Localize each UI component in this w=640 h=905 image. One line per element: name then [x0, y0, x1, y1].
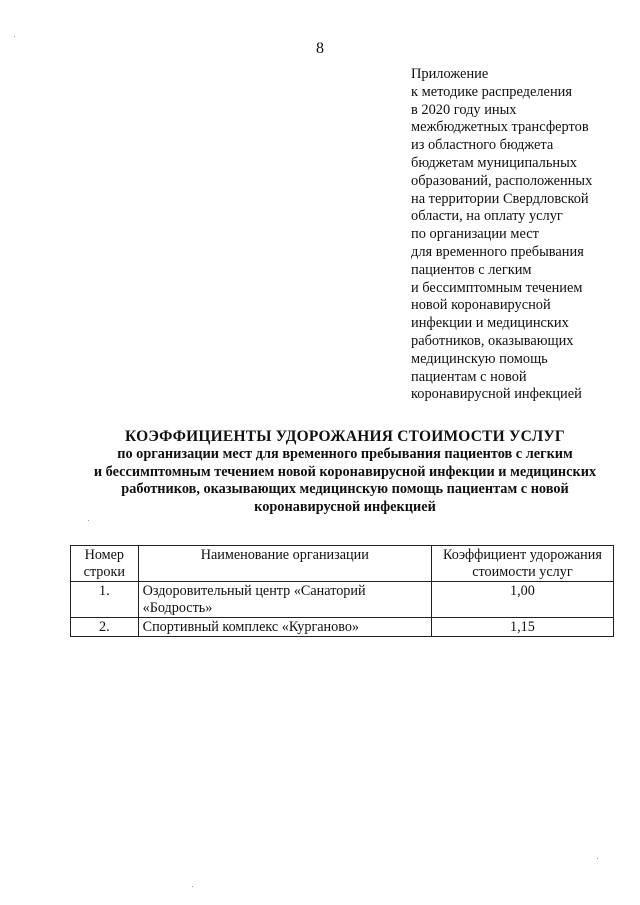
scan-speck: [88, 520, 89, 521]
coefficient-value: 1,00: [431, 582, 613, 618]
appendix-line: Приложение: [411, 66, 489, 82]
appendix-line: работников, оказывающих: [411, 332, 574, 349]
appendix-line: пациентам с новой: [411, 368, 527, 385]
scan-speck: [14, 36, 15, 37]
appendix-line: пациентов с легким: [411, 261, 532, 278]
appendix-line: области, на оплату услуг: [411, 208, 563, 225]
appendix-note: [411, 66, 626, 404]
organization-name: Оздоровительный центр «Санаторий «Бодрость»: [138, 582, 431, 618]
row-number: 2.: [71, 618, 139, 637]
appendix-line: в 2020 году иных: [411, 101, 517, 118]
header-row-number: Номер строки: [71, 546, 139, 582]
appendix-line: медицинскую помощь: [411, 350, 548, 367]
subtitle-line: по организации мест для временного пребывания пациентов с легким: [117, 446, 573, 462]
appendix-line: бюджетам муниципальных: [411, 154, 577, 171]
appendix-line: инфекции и медицинских: [411, 315, 569, 332]
subtitle-line: работников, оказывающих медицинскую помощь пациентам с новой: [121, 481, 569, 498]
appendix-line: из областного бюджета: [411, 137, 554, 154]
subtitle-line: коронавирусной инфекцией: [254, 498, 436, 515]
appendix-line: межбюджетных трансфертов: [411, 119, 589, 136]
subtitle-line: и бессимптомным течением новой коронавирусной инфекции и медицинских: [93, 463, 597, 480]
table-header-row: [71, 546, 614, 582]
appendix-line: коронавирусной инфекцией: [411, 386, 582, 403]
coefficient-value: 1,15: [431, 618, 613, 637]
appendix-line: для временного пребывания: [411, 243, 584, 260]
header-coefficient: Коэффициент удорожания стоимости услуг: [431, 546, 613, 582]
appendix-line: по организации мест: [411, 226, 539, 243]
document-subtitle: [40, 446, 640, 516]
table-row: [71, 582, 614, 618]
appendix-line: образований, расположенных: [411, 172, 593, 189]
appendix-line: к методике распределения: [411, 83, 572, 100]
appendix-line: на территории Свердловской: [411, 190, 589, 207]
coefficients-table: [70, 545, 614, 637]
table-row: [71, 618, 614, 637]
page-number: 8: [316, 40, 324, 57]
appendix-line: и бессимптомным течением: [411, 279, 583, 296]
organization-name: Спортивный комплекс «Курганово»: [138, 618, 431, 637]
scan-speck: [597, 858, 598, 859]
appendix-line: новой коронавирусной: [411, 297, 551, 314]
row-number: 1.: [71, 582, 139, 618]
header-organization-name: Наименование организации: [138, 546, 431, 582]
document-title: КОЭФФИЦИЕНТЫ УДОРОЖАНИЯ СТОИМОСТИ УСЛУГ: [125, 428, 565, 445]
scan-speck: [192, 886, 193, 887]
document-heading: [40, 427, 640, 516]
